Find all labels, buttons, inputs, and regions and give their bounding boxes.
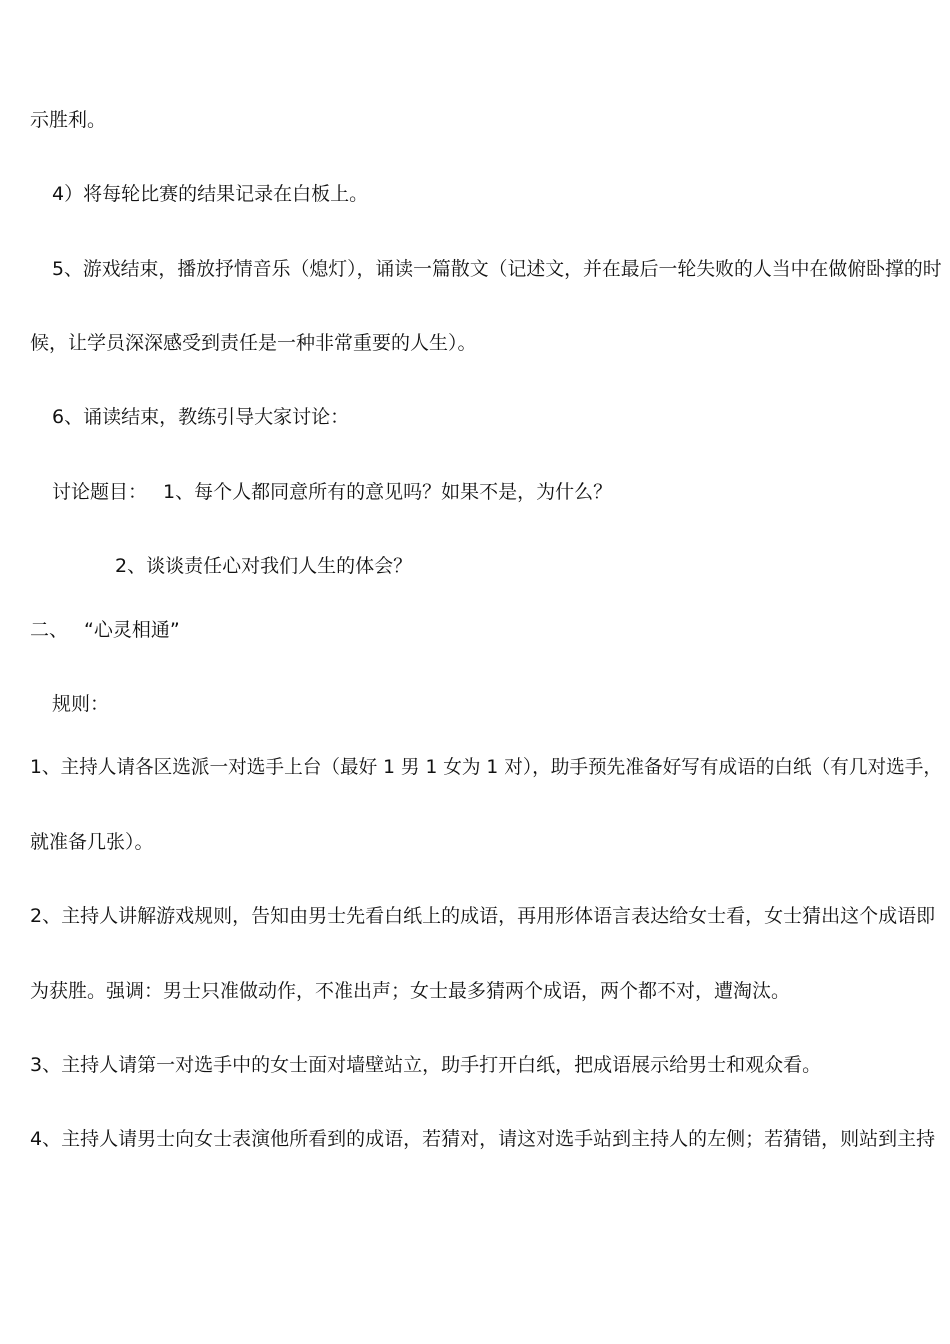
section-title: “心灵相通” bbox=[84, 619, 180, 641]
text-line: 就准备几张）。 bbox=[30, 831, 154, 853]
text-line: 4）将每轮比赛的结果记录在白板上。 bbox=[52, 183, 369, 205]
text-line: 示胜利。 bbox=[30, 109, 107, 131]
rules-label: 规则： bbox=[52, 693, 110, 715]
discussion-question-1: 1、每个人都同意所有的意见吗？如果不是，为什么？ bbox=[163, 481, 613, 503]
discussion-label: 讨论题目： bbox=[52, 481, 148, 503]
text-line: 6、诵读结束，教练引导大家讨论： bbox=[52, 406, 350, 428]
discussion-topics-line bbox=[52, 480, 612, 504]
text-line: 1、主持人请各区选派一对选手上台（最好 1 男 1 女为 1 对），助手预先准备好写有成语的白纸（有几对选手， bbox=[30, 756, 943, 778]
text-line: 2、主持人讲解游戏规则，告知由男士先看白纸上的成语，再用形体语言表达给女士看，女士猜出这个成语即 bbox=[30, 905, 936, 927]
text-line: 3、主持人请第一对选手中的女士面对墙壁站立，助手打开白纸，把成语展示给男士和观众看。 bbox=[30, 1054, 822, 1076]
discussion-question-2: 2、谈谈责任心对我们人生的体会？ bbox=[115, 555, 413, 577]
text-line: 候，让学员深深感受到责任是一种非常重要的人生）。 bbox=[30, 332, 477, 354]
section-number: 二、 bbox=[30, 619, 69, 641]
text-line: 4、主持人请男士向女士表演他所看到的成语，若猜对，请这对选手站到主持人的左侧；若猜错，则站到主持 bbox=[30, 1128, 936, 1150]
text-line: 为获胜。强调：男士只准做动作，不准出声；女士最多猜两个成语，两个都不对，遭淘汰。 bbox=[30, 980, 791, 1002]
section-heading bbox=[30, 618, 180, 642]
text-line: 5、游戏结束，播放抒情音乐（熄灯），诵读一篇散文（记述文，并在最后一轮失败的人当中在做俯卧撑的时 bbox=[52, 258, 942, 280]
